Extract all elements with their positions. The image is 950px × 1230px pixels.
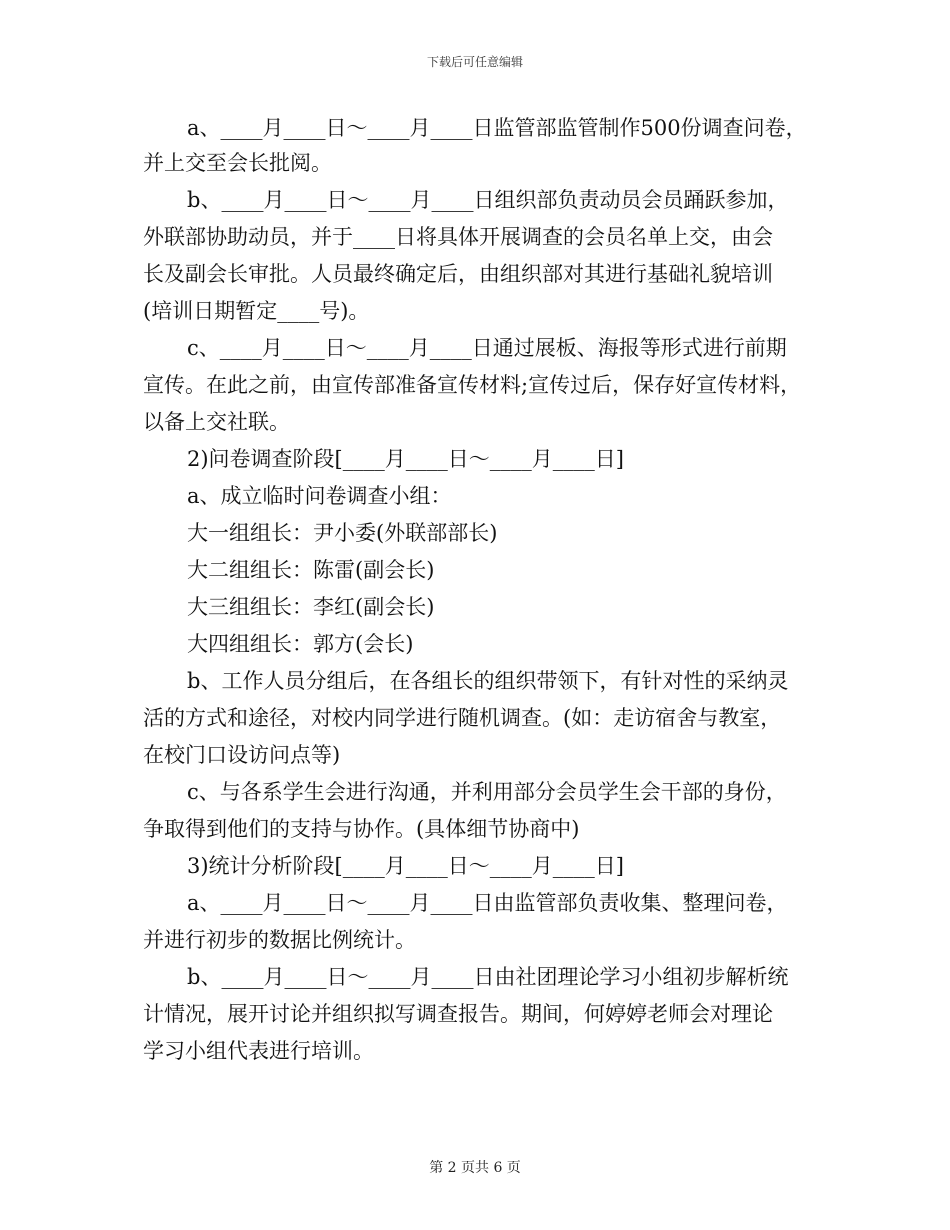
body-line: a、____月____日～____月____日由监管部负责收集、整理问卷，: [187, 891, 788, 915]
body-line: 大二组组长：陈雷(副会长): [187, 558, 435, 582]
body-line: b、____月____日～____月____日由社团理论学习小组初步解析统: [187, 965, 789, 989]
body-line: a、____月____日～____月____日监管部监管制作500份调查问卷，: [187, 116, 807, 140]
body-line: 争取得到他们的支持与协作。(具体细节协商中): [143, 817, 580, 841]
body-line: 在校门口设访问点等): [143, 743, 341, 767]
body-line: 大四组组长：郭方(会长): [187, 632, 414, 656]
body-line: (培训日期暂定____号)。: [143, 299, 370, 323]
body-line: 并进行初步的数据比例统计。: [143, 928, 416, 952]
body-line: a、成立临时问卷调查小组：: [187, 484, 452, 508]
body-line: 以备上交社联。: [143, 410, 290, 434]
body-line: 2)问卷调查阶段[____月____日～____月____日]: [187, 447, 624, 471]
body-line: c、____月____日～____月____日通过展板、海报等形式进行前期: [187, 336, 787, 360]
body-line: 并上交至会长批阅。: [143, 151, 332, 175]
page-header: 下载后可任意编辑: [426, 55, 523, 69]
body-line: 大三组组长：李红(副会长): [187, 595, 435, 619]
page-footer: 第 2 页共 6 页: [429, 1160, 521, 1176]
body-line: c、与各系学生会进行沟通，并利用部分会员学生会干部的身份，: [187, 780, 787, 804]
body-line: 长及副会长审批。人员最终确定后，由组织部对其进行基础礼貌培训: [143, 262, 773, 286]
body-line: b、工作人员分组后，在各组长的组织带领下，有针对性的采纳灵: [187, 669, 789, 693]
body-line: b、____月____日～____月____日组织部负责动员会员踊跃参加，: [187, 188, 789, 212]
body-line: 外联部协助动员，并于____日将具体开展调查的会员名单上交，由会: [143, 225, 773, 249]
body-line: 学习小组代表进行培训。: [143, 1039, 374, 1063]
body-line: 宣传。在此之前，由宣传部准备宣传材料;宣传过后，保存好宣传材料，: [143, 373, 802, 397]
body-line: 活的方式和途径，对校内同学进行随机调查。(如：走访宿舍与教室，: [143, 706, 782, 730]
body-line: 大一组组长：尹小委(外联部部长): [187, 521, 498, 545]
body-line: 3)统计分析阶段[____月____日～____月____日]: [187, 854, 624, 878]
body-line: 计情况，展开讨论并组织拟写调查报告。期间，何婷婷老师会对理论: [143, 1002, 773, 1026]
